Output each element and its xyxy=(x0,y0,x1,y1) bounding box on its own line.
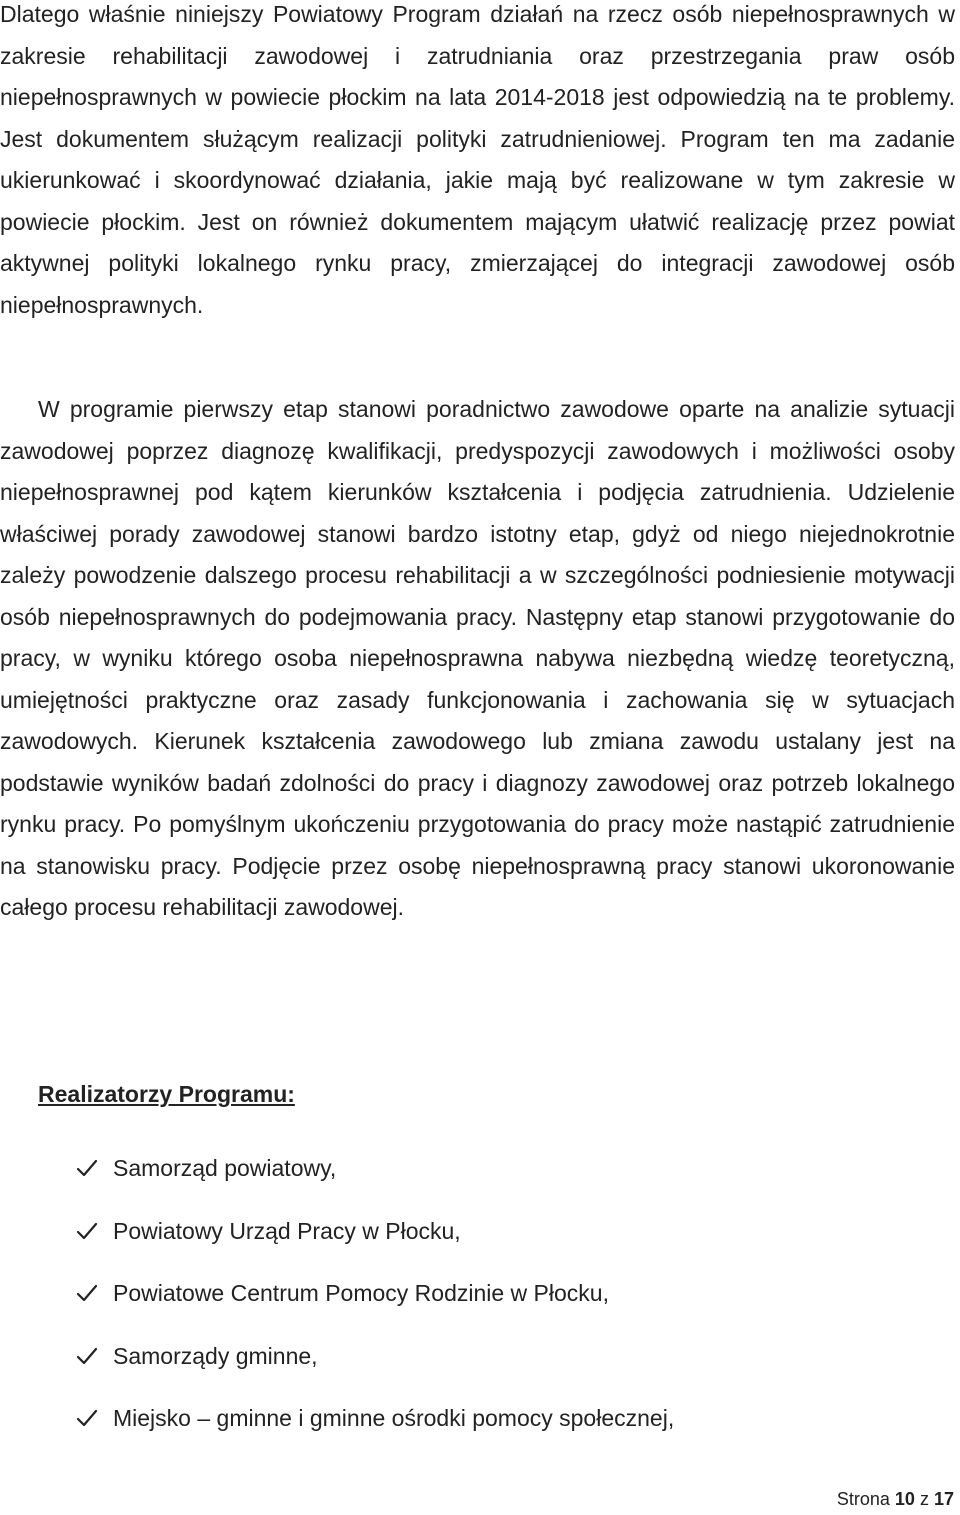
check-mark-icon xyxy=(76,1158,98,1178)
check-mark-icon xyxy=(76,1346,98,1366)
list-item-label: Miejsko – gminne i gminne ośrodki pomocy społecznej, xyxy=(113,1405,675,1432)
implementers-list xyxy=(0,1137,955,1450)
list-item xyxy=(0,1262,955,1325)
list-item-label: Powiatowe Centrum Pomocy Rodzinie w Płocku, xyxy=(113,1280,609,1307)
footer-current-page: 10 xyxy=(894,1489,915,1509)
check-mark-icon xyxy=(76,1408,98,1428)
paragraph-program-stages: W programie pierwszy etap stanowi poradnictwo zawodowe oparte na analizie sytuacji zawodowej poprzez diagnozę kwalifikacji, predyspozycji zawodowych i możliwości osoby niepełnosprawnej pod kątem kierunków kształcenia i podjęcia zatrudnienia. Udzielenie właściwej porady zawodowej stanowi bardzo istotny etap, gdyż od niego niejednokrotnie zależy powodzenie dalszego procesu rehabilitacji a w szczególności podniesienie motywacji osób niepełnosprawnych do podejmowania pracy. Następny etap stanowi przygotowanie do pracy, w wyniku którego osoba niepełnosprawna nabywa niezbędną wiedzę teoretyczną, umiejętności praktyczne oraz zasady funkcjonowania i zachowania się w sytuacjach zawodowych. Kierunek kształcenia zawodowego lub zmiana zawodu ustalany jest na podstawie wyników badań zdolności do pracy i diagnozy zawodowej oraz potrzeb lokalnego rynku pracy. Po pomyślnym ukończeniu przygotowania do pracy może nastąpić zatrudnienie na stanowisku pracy. Podjęcie przez osobę niepełnosprawną pracy stanowi ukoronowanie całego procesu rehabilitacji zawodowej. xyxy=(0,396,955,920)
list-item-label: Samorząd powiatowy, xyxy=(113,1155,337,1182)
list-item-label: Powiatowy Urząd Pracy w Płocku, xyxy=(113,1217,461,1244)
list-item xyxy=(0,1200,955,1263)
footer-total-pages: 17 xyxy=(933,1489,954,1509)
page-number-footer xyxy=(837,1487,954,1511)
check-mark-icon xyxy=(76,1221,98,1241)
list-item xyxy=(0,1387,955,1450)
list-item-label: Samorządy gminne, xyxy=(113,1342,318,1369)
list-item xyxy=(0,1137,955,1200)
check-mark-icon xyxy=(76,1283,98,1303)
list-item xyxy=(0,1325,955,1388)
footer-separator: z xyxy=(919,1489,929,1509)
paragraph-intro: Dlatego właśnie niniejszy Powiatowy Program działań na rzecz osób niepełnosprawnych w zakresie rehabilitacji zawodowej i zatrudniania oraz przestrzegania praw osób niepełnosprawnych w powiecie płockim na lata 2014-2018 jest odpowiedzią na te problemy. Jest dokumentem służącym realizacji polityki zatrudnieniowej. Program ten ma zadanie ukierunkować i skoordynować działania, jakie mają być realizowane w tym zakresie w powiecie płockim. Jest on również dokumentem mającym ułatwić realizację przez powiat aktywnej polityki lokalnego rynku pracy, zmierzającej do integracji zawodowej osób niepełnosprawnych. xyxy=(0,1,955,318)
footer-label: Strona xyxy=(836,1489,890,1509)
section-heading-implementers: Realizatorzy Programu: xyxy=(38,1081,295,1107)
